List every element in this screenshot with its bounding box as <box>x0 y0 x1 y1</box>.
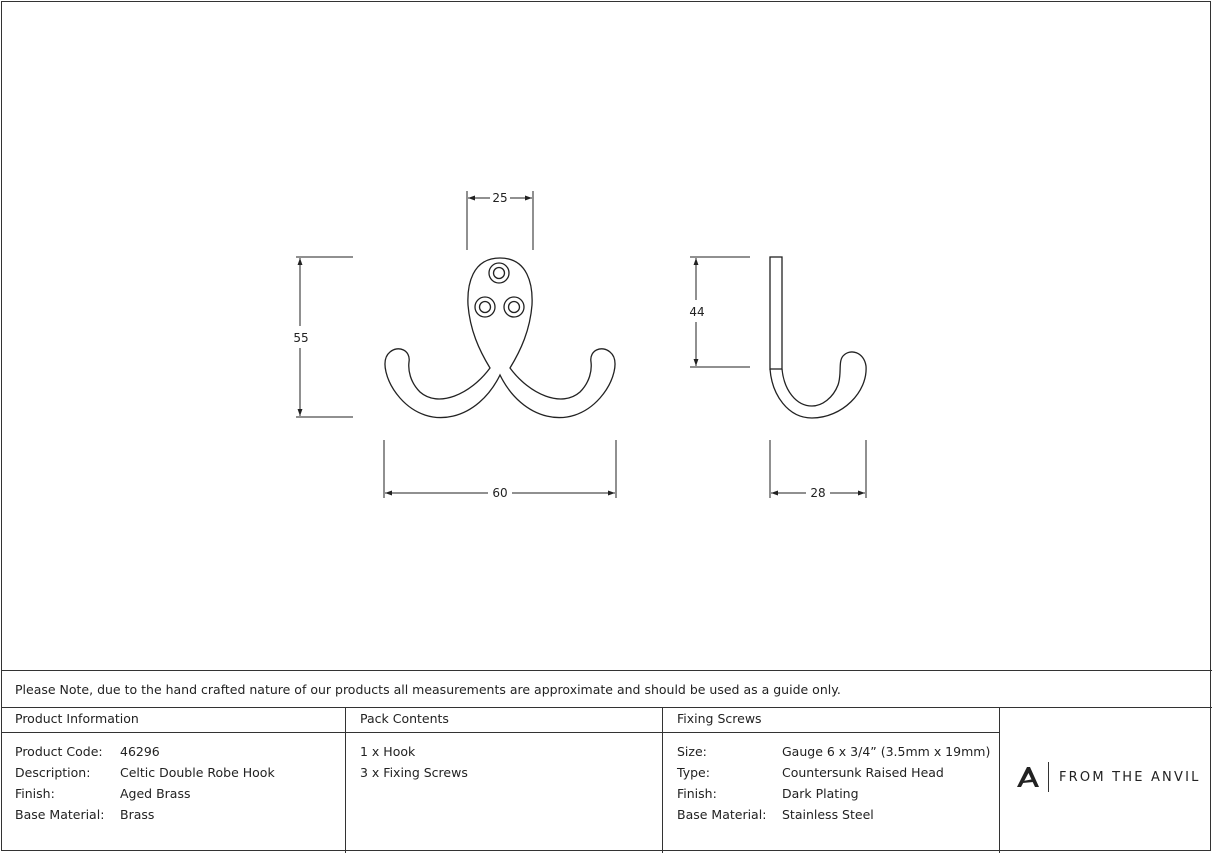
dim-label-side-height: 44 <box>689 305 705 319</box>
hook-side-view <box>770 257 866 418</box>
dim-label-width: 60 <box>492 486 508 500</box>
logo-divider <box>1048 762 1049 792</box>
dim-label-top-width: 25 <box>492 191 508 205</box>
screw-row-size: Size: Gauge 6 x 3/4” (3.5mm x 19mm) <box>677 744 991 759</box>
measurement-note: Please Note, due to the hand crafted nature of our products all measurements are approximate and should be used as a guide only. <box>15 682 841 697</box>
brand-logo <box>1016 762 1201 792</box>
hook-front-view <box>385 258 615 418</box>
brand-name: FROM THE ANVIL <box>1059 769 1201 785</box>
screw-row-type: Type: Countersunk Raised Head <box>677 765 944 780</box>
pack-contents-panel <box>346 708 663 853</box>
fixing-screws-panel <box>663 708 1000 853</box>
info-row-description: Description: Celtic Double Robe Hook <box>15 765 275 780</box>
anvil-a-logo-icon <box>1016 766 1040 788</box>
dim-label-side-depth: 28 <box>810 486 826 500</box>
pack-contents-heading: Pack Contents <box>346 708 662 733</box>
info-row-base-material: Base Material: Brass <box>15 807 155 822</box>
pack-item: 1 x Hook <box>360 744 416 759</box>
brand-panel <box>1000 708 1212 853</box>
screw-row-base-material: Base Material: Stainless Steel <box>677 807 874 822</box>
info-row-finish: Finish: Aged Brass <box>15 786 191 801</box>
note-row <box>1 670 1212 708</box>
screw-row-finish: Finish: Dark Plating <box>677 786 859 801</box>
fixing-screws-heading: Fixing Screws <box>663 708 999 733</box>
pack-item: 3 x Fixing Screws <box>360 765 468 780</box>
dim-label-height: 55 <box>293 331 309 345</box>
info-row-product-code: Product Code: 46296 <box>15 744 160 759</box>
product-information-panel <box>1 708 346 853</box>
product-information-heading: Product Information <box>1 708 345 733</box>
